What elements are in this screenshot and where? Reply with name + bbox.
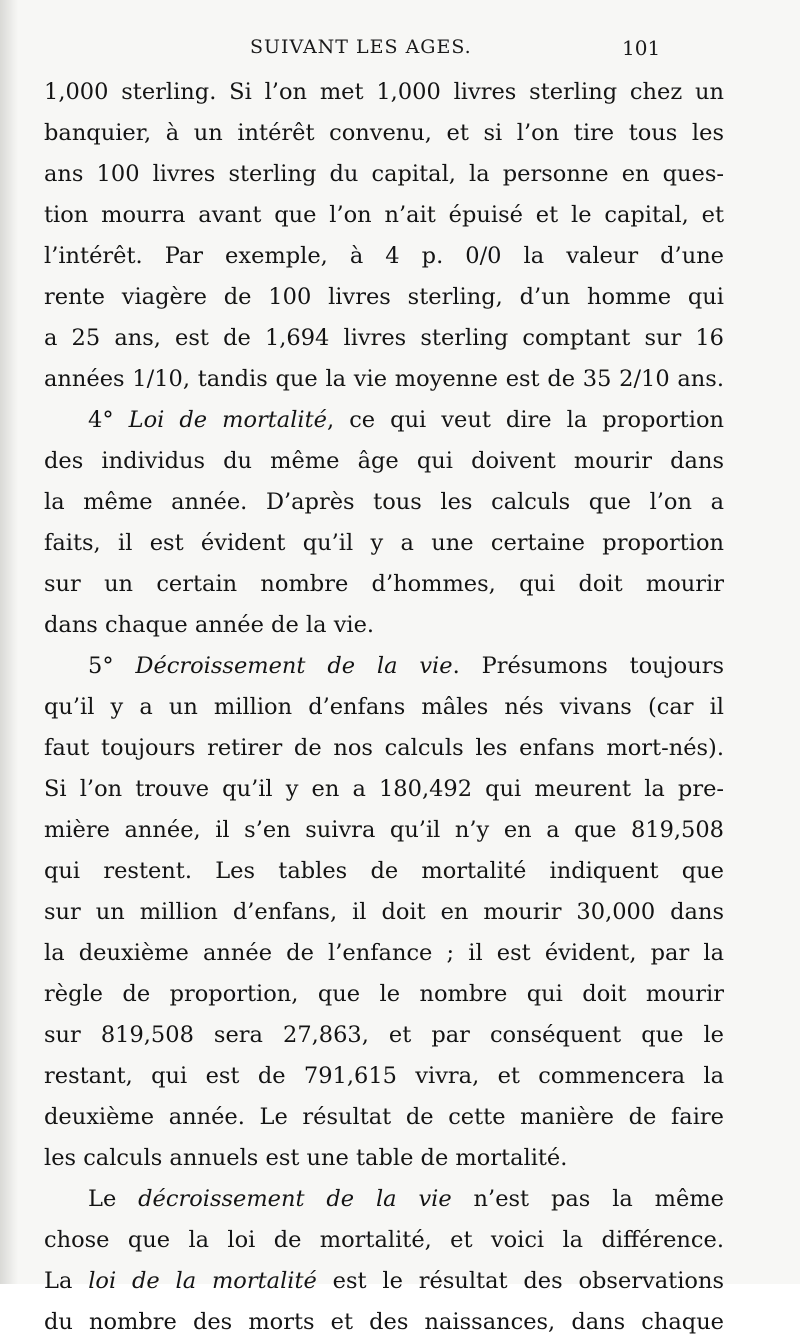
text-line: sur un certain nombre d’hommes, qui doit mourir — [44, 571, 724, 597]
text-line: l’intérêt. Par exemple, à 4 p. 0/0 la valeur d’une — [44, 243, 724, 269]
text-line: faits, il est évident qu’il y a une certaine proportion — [44, 530, 724, 556]
page-header — [0, 36, 800, 72]
text-line: rente viagère de 100 livres sterling, d’un homme qui — [44, 284, 724, 310]
body-text — [44, 72, 724, 1343]
page-number: 101 — [622, 36, 661, 60]
text-line: tion mourra avant que l’on n’ait épuisé et le capital, et — [44, 202, 724, 228]
page-gutter-shadow — [0, 0, 18, 1284]
text-line: dans chaque année de la vie. — [44, 612, 375, 638]
paragraph-line: La loi de la mortalité est le résultat des observations — [44, 1268, 724, 1294]
text-line: sur 819,508 sera 27,863, et par conséquent que le — [44, 1022, 724, 1048]
text-line: sur un million d’enfans, il doit en mourir 30,000 dans — [44, 899, 724, 925]
text-line: les calculs annuels est une table de mortalité. — [44, 1145, 568, 1171]
section-heading-loi-de-mortalite: Loi de mortalité — [128, 407, 327, 433]
text-line: du nombre des morts et des naissances, dans chaque — [44, 1309, 724, 1335]
italic-term-loi-de-la-mortalite: loi de la mortalité — [88, 1268, 317, 1294]
text-line: deuxième année. Le résultat de cette manière de faire — [44, 1104, 724, 1130]
text-line: Si l’on trouve qu’il y en a 180,492 qui meurent la pre- — [44, 776, 724, 802]
text-line: règle de proportion, que le nombre qui doit mourir — [44, 981, 724, 1007]
text-line: la deuxième année de l’enfance ; il est évident, par la — [44, 940, 724, 966]
text-line: banquier, à un intérêt convenu, et si l’on tire tous les — [44, 120, 724, 146]
text-line: restant, qui est de 791,615 vivra, et commencera la — [44, 1063, 724, 1089]
section-heading-line: 5° Décroissement de la vie. Présumons toujours — [88, 653, 724, 679]
running-title: SUIVANT LES AGES. — [250, 36, 472, 58]
text-line: chose que la loi de mortalité, et voici la différence. — [44, 1227, 724, 1253]
text-line: des individus du même âge qui doivent mourir dans — [44, 448, 724, 474]
text-line: qu’il y a un million d’enfans mâles nés vivans (car il — [44, 694, 724, 720]
text-line: ans 100 livres sterling du capital, la personne en ques- — [44, 161, 724, 187]
section-heading-line: 4° Loi de mortalité, ce qui veut dire la proportion — [88, 407, 724, 433]
text-line: faut toujours retirer de nos calculs les enfans mort-nés). — [44, 735, 724, 761]
italic-term-decroissement-de-la-vie: décroissement de la vie — [138, 1186, 452, 1212]
text-line: qui restent. Les tables de mortalité indiquent que — [44, 858, 724, 884]
text-line: années 1/10, tandis que la vie moyenne est de 35 2/10 ans. — [44, 366, 724, 392]
text-line: mière année, il s’en suivra qu’il n’y en a que 819,508 — [44, 817, 724, 843]
text-line: la même année. D’après tous les calculs que l’on a — [44, 489, 724, 515]
text-line: a 25 ans, est de 1,694 livres sterling comptant sur 16 — [44, 325, 724, 351]
paragraph-line: Le décroissement de la vie n’est pas la même — [88, 1186, 724, 1212]
section-heading-decroissement-de-la-vie: Décroissement de la vie — [135, 653, 453, 679]
text-line: 1,000 sterling. Si l’on met 1,000 livres sterling chez un — [44, 79, 724, 105]
